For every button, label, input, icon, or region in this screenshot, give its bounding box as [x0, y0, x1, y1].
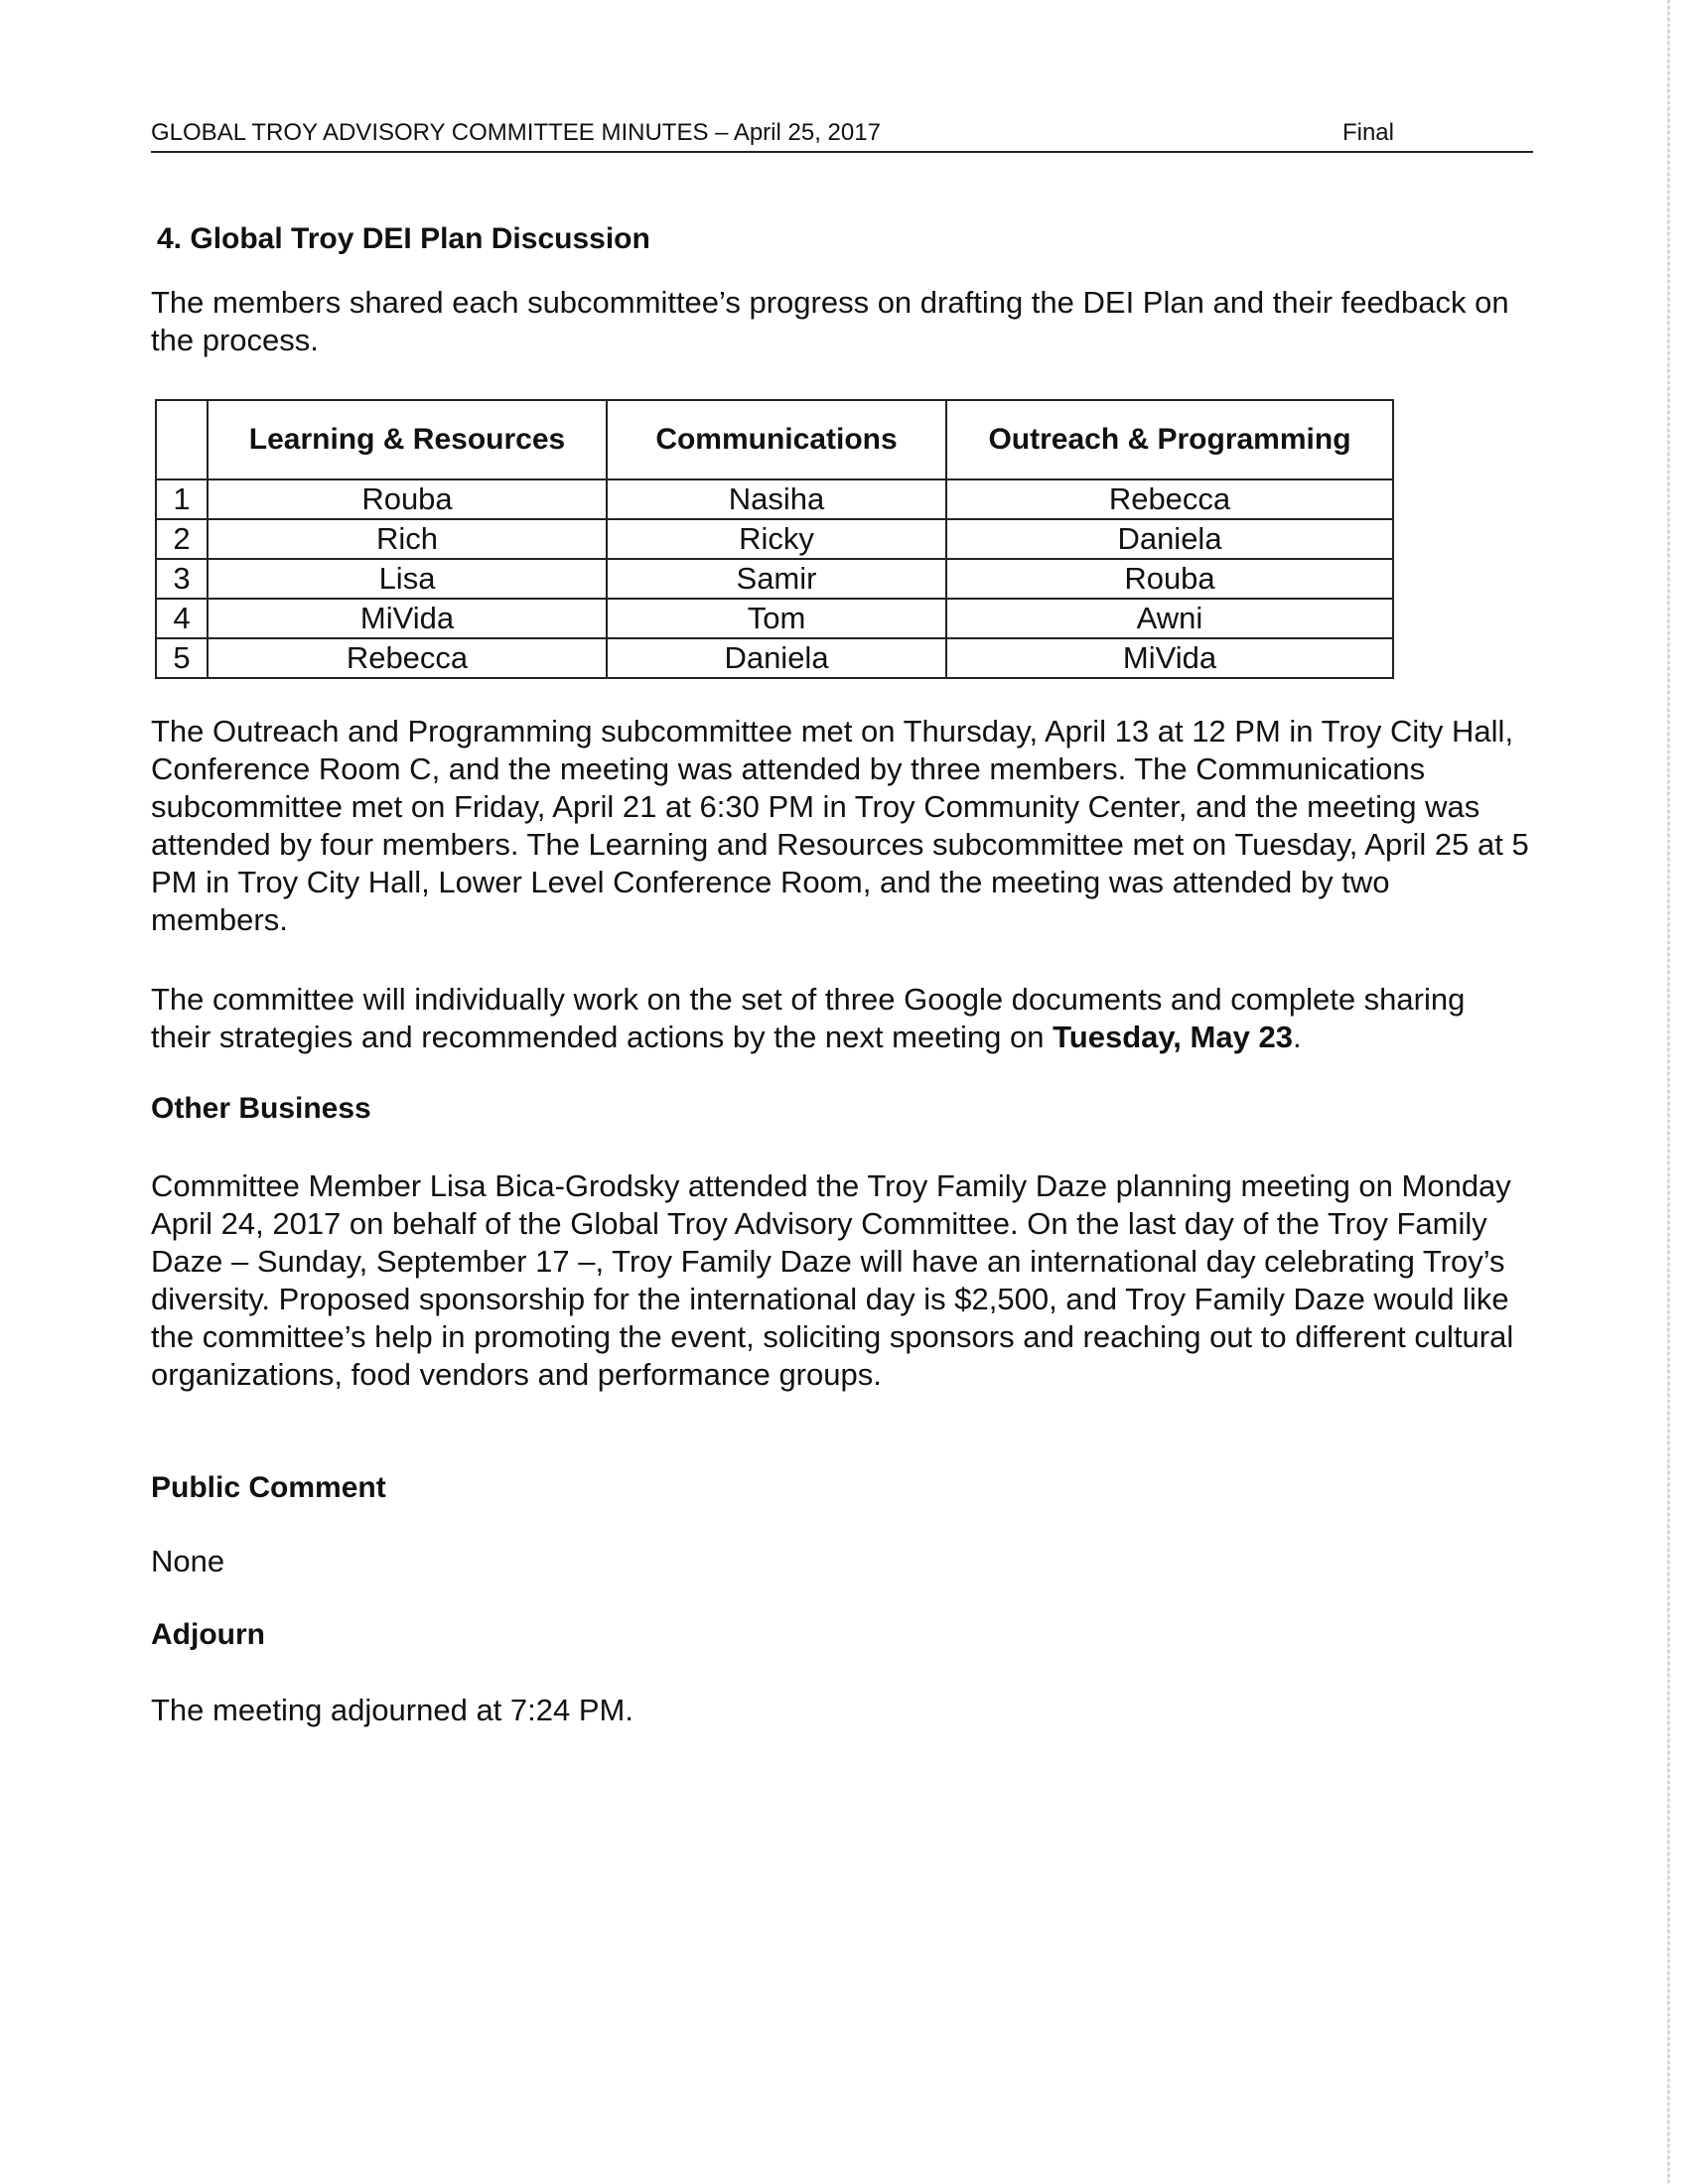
- section-heading-public-comment: Public Comment: [151, 1471, 386, 1504]
- table-header-communications: Communications: [607, 400, 946, 479]
- table-cell: Ricky: [607, 519, 946, 559]
- next-steps-text: The committee will individually work on the set of three Google documents and complete sharing their strategies and recommended actions by the next meeting on: [151, 982, 1466, 1054]
- table-header-row: [156, 400, 1393, 479]
- table-cell: 4: [156, 599, 208, 638]
- other-business-paragraph: Committee Member Lisa Bica-Grodsky attended the Troy Family Daze planning meeting on Monday April 24, 2017 on behalf of the Global Troy Advisory Committee. On the last day of the Troy Family Daze – Sunday, September 17 –, Troy Family Daze will have an international day celebrating Troy’s diversity. Proposed sponsorship for the international day is $2,500, and Troy Family Daze would like the committee’s help in promoting the event, soliciting sponsors and reaching out to different cultural organizations, food vendors and performance groups.: [151, 1168, 1514, 1392]
- table-cell: Daniela: [946, 519, 1393, 559]
- table-cell: Rich: [208, 519, 607, 559]
- table-header-learning: Learning & Resources: [208, 400, 607, 479]
- section-heading-dei-plan: 4. Global Troy DEI Plan Discussion: [157, 222, 650, 255]
- table-cell: Awni: [946, 599, 1393, 638]
- table-cell: 5: [156, 638, 208, 678]
- next-steps-end: .: [1292, 1020, 1302, 1054]
- header-status: Final: [1341, 119, 1394, 146]
- table-header-outreach: Outreach & Programming: [946, 400, 1393, 479]
- next-meeting-date: Tuesday, May 23: [1053, 1020, 1293, 1054]
- table-cell: Rebecca: [208, 638, 607, 678]
- table-row: [156, 599, 1393, 638]
- scan-edge-artifact: [1667, 0, 1670, 2184]
- table-header-index: [156, 400, 208, 479]
- section-heading-adjourn: Adjourn: [151, 1618, 265, 1651]
- table-row: [156, 479, 1393, 519]
- table-cell: Rouba: [946, 559, 1393, 599]
- table-cell: MiVida: [946, 638, 1393, 678]
- adjourn-text: The meeting adjourned at 7:24 PM.: [151, 1693, 633, 1727]
- table-cell: Rouba: [208, 479, 607, 519]
- document-page: [151, 119, 1533, 1727]
- table-cell: MiVida: [208, 599, 607, 638]
- table-cell: Lisa: [208, 559, 607, 599]
- table-cell: 2: [156, 519, 208, 559]
- dei-intro-paragraph: The members shared each subcommittee’s progress on drafting the DEI Plan and their feedback on the process.: [151, 285, 1509, 357]
- table-cell: 1: [156, 479, 208, 519]
- table-cell: 3: [156, 559, 208, 599]
- table-row: [156, 638, 1393, 678]
- subcommittee-meetings-paragraph: The Outreach and Programming subcommittee met on Thursday, April 13 at 12 PM in Troy City Hall, Conference Room C, and the meeting was attended by three members. The Communications subcommittee met on Friday, April 21 at 6:30 PM in Troy Community Center, and the meeting was attended by four members. The Learning and Resources subcommittee met on Tuesday, April 25 at 5 PM in Troy City Hall, Lower Level Conference Room, and the meeting was attended by two members.: [151, 714, 1529, 937]
- table-cell: Rebecca: [946, 479, 1393, 519]
- header-title: GLOBAL TROY ADVISORY COMMITTEE MINUTES – April 25, 2017: [151, 119, 881, 146]
- page-header: [151, 119, 1533, 153]
- table-cell: Nasiha: [607, 479, 946, 519]
- subcommittee-members-table: [155, 399, 1394, 679]
- table-cell: Samir: [607, 559, 946, 599]
- table-row: [156, 559, 1393, 599]
- table-cell: Tom: [607, 599, 946, 638]
- public-comment-text: None: [151, 1544, 225, 1578]
- section-heading-other-business: Other Business: [151, 1092, 371, 1125]
- next-steps-paragraph: [151, 981, 1533, 1056]
- table-row: [156, 519, 1393, 559]
- table-cell: Daniela: [607, 638, 946, 678]
